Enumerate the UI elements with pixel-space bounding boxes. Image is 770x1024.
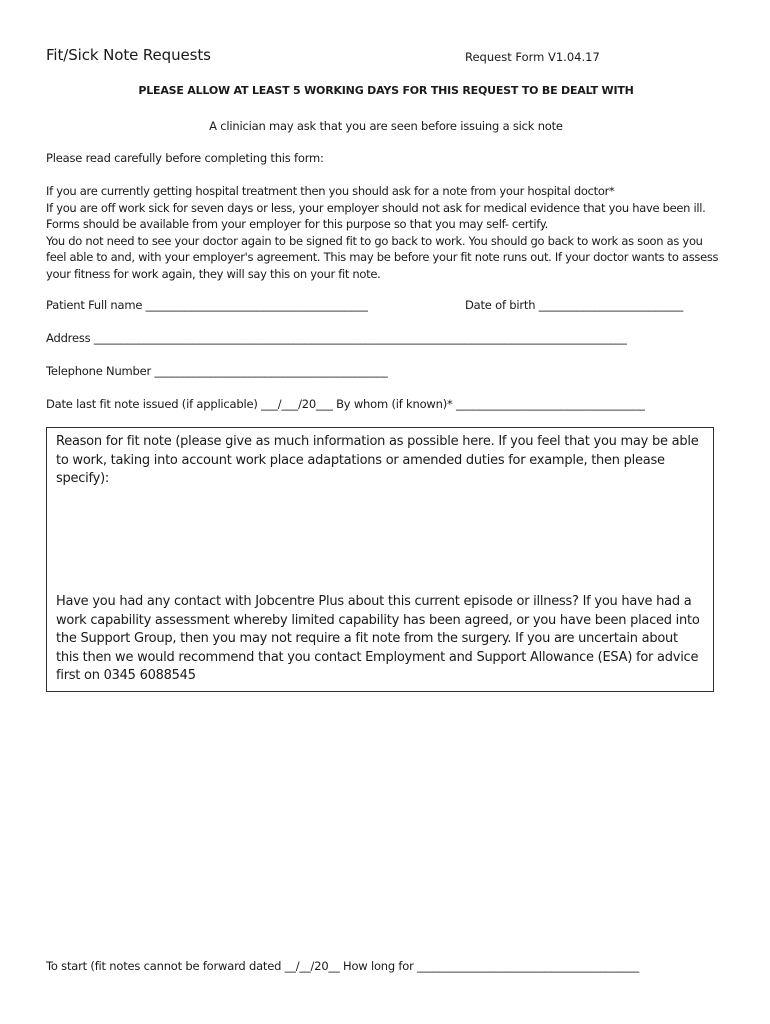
date-of-birth-field[interactable]: Date of birth __________________________: [465, 298, 684, 312]
form-version: Request Form V1.04.17: [465, 50, 600, 64]
guidance-return-to-work: You do not need to see your doctor again to be signed fit to go back to work. You should go back to work as soon as you feel able to and, with your employer's agreement. This may be before your fit note runs out. If your doctor wants to assess your fitness for work again, they will say this on your fit note.: [46, 233, 719, 281]
start-date-field[interactable]: To start (fit notes cannot be forward dated __/__/20__ How long for ________________________________________: [46, 959, 640, 973]
jobcentre-question: Have you had any contact with Jobcentre Plus about this current episode or illness? If you have had a work capability assessment whereby limited capability has been agreed, or you have been placed into the Support Group, then you may not require a fit note from the surgery. If you are uncertain about this then we would recommend that you contact Employment and Support Allowance (ESA) for advice first on 0345 6088545: [56, 594, 700, 683]
working-days-notice: PLEASE ALLOW AT LEAST 5 WORKING DAYS FOR THIS REQUEST TO BE DEALT WITH: [138, 84, 634, 97]
form-header: [46, 44, 726, 68]
guidance-text: [46, 183, 726, 282]
reason-box[interactable]: [46, 427, 714, 692]
last-fit-note-field[interactable]: Date last fit note issued (if applicable) ___/___/20___ By whom (if known)* __________________________________: [46, 397, 645, 411]
patient-name-field[interactable]: Patient Full name ________________________________________: [46, 298, 368, 312]
telephone-field[interactable]: Telephone Number __________________________________________: [46, 364, 388, 378]
reason-prompt: Reason for fit note (please give as much information as possible here. If you feel that you may be able to work, taking into account work place adaptations or amended duties for example, then please specify):: [56, 434, 699, 486]
page-title: Fit/Sick Note Requests: [46, 46, 211, 64]
clinician-note: A clinician may ask that you are seen before issuing a sick note: [209, 119, 563, 133]
address-field[interactable]: Address ________________________________________________________________________________________________: [46, 331, 627, 345]
guidance-self-certify: If you are off work sick for seven days or less, your employer should not ask for medical evidence that you have been ill. Forms should be available from your employer for this purpose so that you may self- certify.: [46, 200, 706, 231]
read-carefully-instruction: Please read carefully before completing this form:: [46, 151, 324, 165]
guidance-hospital: If you are currently getting hospital treatment then you should ask for a note from your hospital doctor*: [46, 184, 615, 198]
